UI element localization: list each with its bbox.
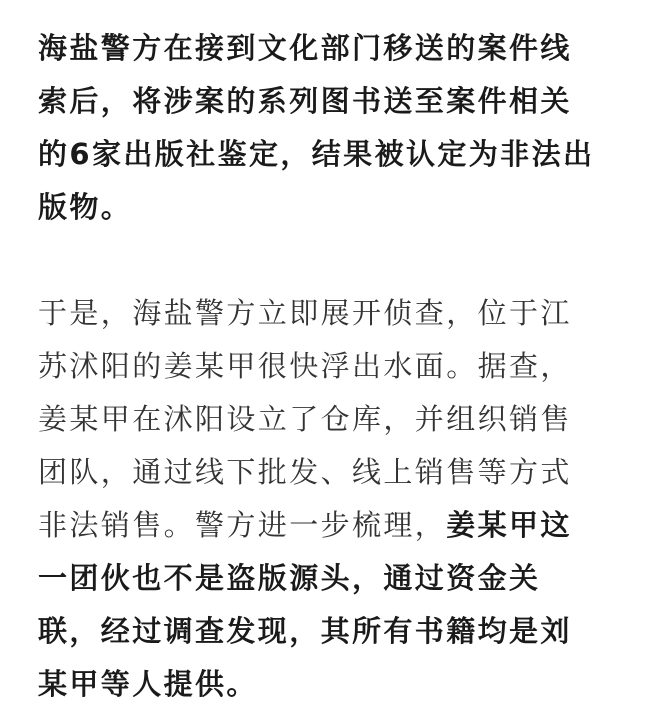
text-run-bold: 某甲等人提供。 bbox=[38, 667, 258, 701]
text-run-bold: 一团伙也不是盗版源头，通过资金关 bbox=[38, 561, 541, 595]
article-body bbox=[38, 22, 628, 711]
text-run-bold: 姜某甲这 bbox=[446, 508, 572, 542]
text-line bbox=[38, 605, 628, 658]
text-line bbox=[38, 499, 628, 552]
text-line bbox=[38, 658, 628, 711]
text-run-regular: 苏沭阳的姜某甲很快浮出水面。据查， bbox=[38, 349, 572, 383]
text-line: 版物。 bbox=[38, 190, 133, 224]
text-run-regular: 团队，通过线下批发、线上销售等方式 bbox=[38, 455, 572, 489]
text-line bbox=[38, 340, 628, 393]
text-run-regular: 非法销售。警方进一步梳理， bbox=[38, 508, 447, 542]
paragraph-1 bbox=[38, 22, 628, 234]
text-line: 海盐警方在接到文化部门移送的案件线 bbox=[38, 31, 572, 65]
text-line bbox=[38, 393, 628, 446]
text-line: 的6家出版社鉴定，结果被认定为非法出 bbox=[38, 137, 595, 171]
text-line bbox=[38, 552, 628, 605]
text-run-regular: 姜某甲在沭阳设立了仓库，并组织销售 bbox=[38, 402, 572, 436]
paragraph-spacer bbox=[38, 234, 628, 287]
text-line: 索后，将涉案的系列图书送至案件相关 bbox=[38, 84, 572, 118]
text-run-regular: 于是，海盐警方立即展开侦查，位于江 bbox=[38, 296, 572, 330]
text-line bbox=[38, 446, 628, 499]
text-line bbox=[38, 287, 628, 340]
text-run-bold: 联，经过调查发现，其所有书籍均是刘 bbox=[38, 614, 572, 648]
paragraph-2 bbox=[38, 287, 628, 711]
